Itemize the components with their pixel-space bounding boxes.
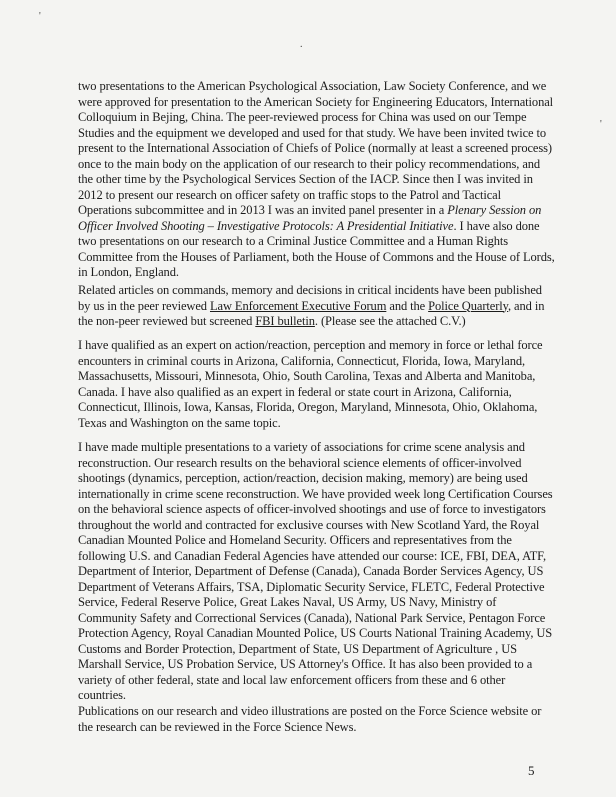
- scan-mark: .: [300, 39, 303, 50]
- page-number: 5: [528, 763, 535, 778]
- journal-title-pq: Police Quarterly: [428, 298, 508, 313]
- paragraph-presentations: [78, 79, 556, 281]
- scan-mark: ': [600, 119, 602, 130]
- paragraph-text: . I have also done two presentations on our research to a Criminal Justice Committee and a Human Rights Committee from the Houses of Parliament, both the House of Commons and the House of Lords, in London, England.: [78, 218, 555, 279]
- paragraph-expert-qualifications: I have qualified as an expert on action/reaction, perception and memory in force or lethal force encounters in criminal courts in Arizona, California, Connecticut, Florida, Iowa, Maryland, Massachusetts, Missouri, Minnesota, Ohio, South Carolina, Texas and Alberta and Manitoba, Canada. I have also qualified as an expert in federal or state court in Arizona, California, Connecticut, Illinois, Iowa, Kansas, Florida, Oregon, Maryland, Minnesota, Ohio, Oklahoma, Texas and Washington on the same topic.: [78, 338, 543, 430]
- scan-mark: ': [39, 11, 41, 22]
- paragraph-crime-scene-presentations: I have made multiple presentations to a variety of associations for crime scene analysis and reconstruction. Our research results on the behavioral science elements of officer-involved shootings (dynamics, perception, action/reaction, decision making, memory) are being used internationally in crime scene reconstruction. We have provided week long Certification Courses on the behavioral science aspects of officer-involved shootings and use of force to investigators throughout the world and contracted for exclusive courses with New Scotland Yard, the Royal Canadian Mounted Police and Homeland Security. Officers and representatives from the following U.S. and Canadian Federal Agencies have attended our course: ICE, FBI, DEA, ATF, Department of Interior, Department of Defense (Canada), Canada Border Services Agency, US Department of Veterans Affairs, TSA, Diplomatic Security Service, FLETC, Federal Protective Service, Federal Reserve Police, Great Lakes Naval, US Army, US Navy, Ministry of Community Safety and Correctional Services (Canada), National Park Service, Pentagon Force Protection Agency, Royal Canadian Mounted Police, US Courts National Training Academy, US Customs and Border Protection, Department of State, US Department of Agriculture , US Marshall Service, US Probation Service, US Attorney's Office. It has also been provided to a variety of other federal, state and local law enforcement officers from these and 6 other countries.: [78, 440, 553, 702]
- session-title: Plenary Session on Officer Involved Shooting – Investigative Protocols: A Presidential Initiative: [78, 203, 542, 233]
- journal-title-leef: Law Enforcement Executive Forum: [209, 298, 387, 313]
- paragraph-text: two presentations to the American Psychological Association, Law Society Conference, and we were approved for presentation to the American Society for Engineering Educators, International Colloquium in Bejing, China. The peer-reviewed process for China was used on our Tempe Studies and the equipment we developed and used for that study. We have been invited twice to present to the International Association of Chiefs of Police (normally at least a screened process) once to the main body on the application of our research to their policy recommendations, and the other time by the Psychological Services Section of the IACP. Since then I was invited in 2012 to present our research on officer safety on traffic stops to the Patrol and Tactical Operations subcommittee and in 2013 I was an invited panel presenter in a: [78, 79, 554, 217]
- paragraph-text: and the: [386, 298, 429, 313]
- paragraph-text: . (Please see the attached C.V.): [314, 314, 466, 328]
- paragraph-related-articles: [78, 283, 556, 330]
- paragraph-publications: Publications on our research and video illustrations are posted on the Force Science website or the research can be reviewed in the Force Science News.: [78, 704, 542, 734]
- paragraph-text: Related articles on commands, memory and decisions in critical incidents have been published by us in the peer reviewed: [78, 283, 542, 313]
- journal-title-fbi: FBI bulletin: [255, 314, 315, 328]
- paragraph-text: , and in the non-peer reviewed but screened: [78, 298, 545, 328]
